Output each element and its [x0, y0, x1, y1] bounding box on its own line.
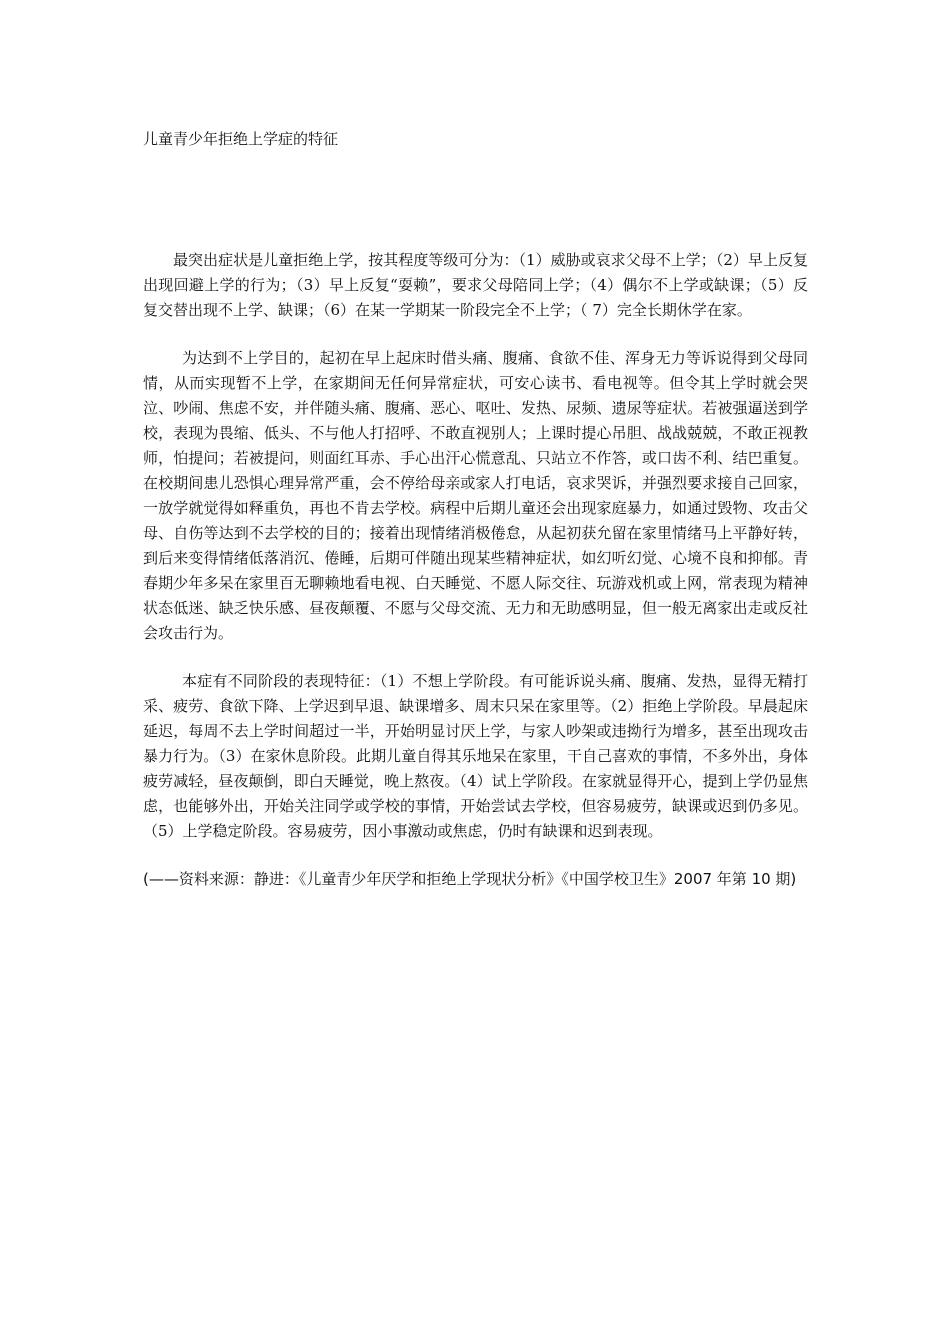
document-title: 儿童青少年拒绝上学症的特征 — [143, 130, 339, 148]
document-body — [143, 248, 808, 892]
paragraph-symptom-levels: 最突出症状是儿童拒绝上学，按其程度等级可分为：（1）威胁或哀求父母不上学；（2）早上反复出现回避上学的行为；（3）早上反复“耍赖”，要求父母陪同上学；（4）偶尔不上学或缺课；（5）反复交替出现不上学、缺课；（6）在某一学期某一阶段完全不上学；（ 7）完全长期休学在家。 — [143, 251, 808, 319]
paragraph-behavior-description: 为达到不上学目的，起初在早上起床时借头痛、腹痛、食欲不佳、浑身无力等诉说得到父母同情，从而实现暂不上学，在家期间无任何异常症状，可安心读书、看电视等。但令其上学时就会哭泣、吵闹、焦虑不安，并伴随头痛、腹痛、恶心、呕吐、发热、尿频、遗尿等症状。若被强逼送到学校，表现为畏缩、低头、不与他人打招呼、不敢直视别人；上课时提心吊胆、战战兢兢，不敢正视教师，怕提问；若被提问，则面红耳赤、手心出汗心慌意乱、只站立不作答，或口齿不利、结巴重复。在校期间患儿恐惧心理异常严重，会不停给母亲或家人打电话，哀求哭诉，并强烈要求接自己回家，一放学就觉得如释重负，再也不肯去学校。病程中后期儿童还会出现家庭暴力，如通过毁物、攻击父母、自伤等达到不去学校的目的；接着出现情绪消极倦怠，从起初获允留在家里情绪马上平静好转，到后来变得情绪低落消沉、倦睡，后期可伴随出现某些精神症状，如幻听幻觉、心境不良和抑郁。青春期少年多呆在家里百无聊赖地看电视、白天睡觉、不愿人际交往、玩游戏机或上网，常表现为精神状态低迷、缺乏快乐感、昼夜颠覆、不愿与父母交流、无力和无助感明显，但一般无离家出走或反社会攻击行为。 — [143, 349, 808, 642]
paragraph-stage-features: 本症有不同阶段的表现特征：（1）不想上学阶段。有可能诉说头痛、腹痛、发热，显得无精打采、疲劳、食欲下降、上学迟到早退、缺课增多、周末只呆在家里等。（2）拒绝上学阶段。早晨起床延迟，每周不去上学时间超过一半，开始明显讨厌上学，与家人吵架或违拗行为增多，甚至出现攻击暴力行为。（3）在家休息阶段。此期儿童自得其乐地呆在家里，干自己喜欢的事情，不多外出，身体疲劳减轻，昼夜颠倒，即白天睡觉，晚上熬夜。（4）试上学阶段。在家就显得开心，提到上学仍显焦虑，也能够外出，开始关注同学或学校的事情，开始尝试去学校，但容易疲劳，缺课或迟到仍多见。（5）上学稳定阶段。容易疲劳，因小事激动或焦虑，仍时有缺课和迟到表现。 — [143, 672, 808, 840]
source-citation: (——资料来源：静进：《儿童青少年厌学和拒绝上学现状分析》《中国学校卫生》2007 年第 10 期) — [143, 870, 797, 888]
